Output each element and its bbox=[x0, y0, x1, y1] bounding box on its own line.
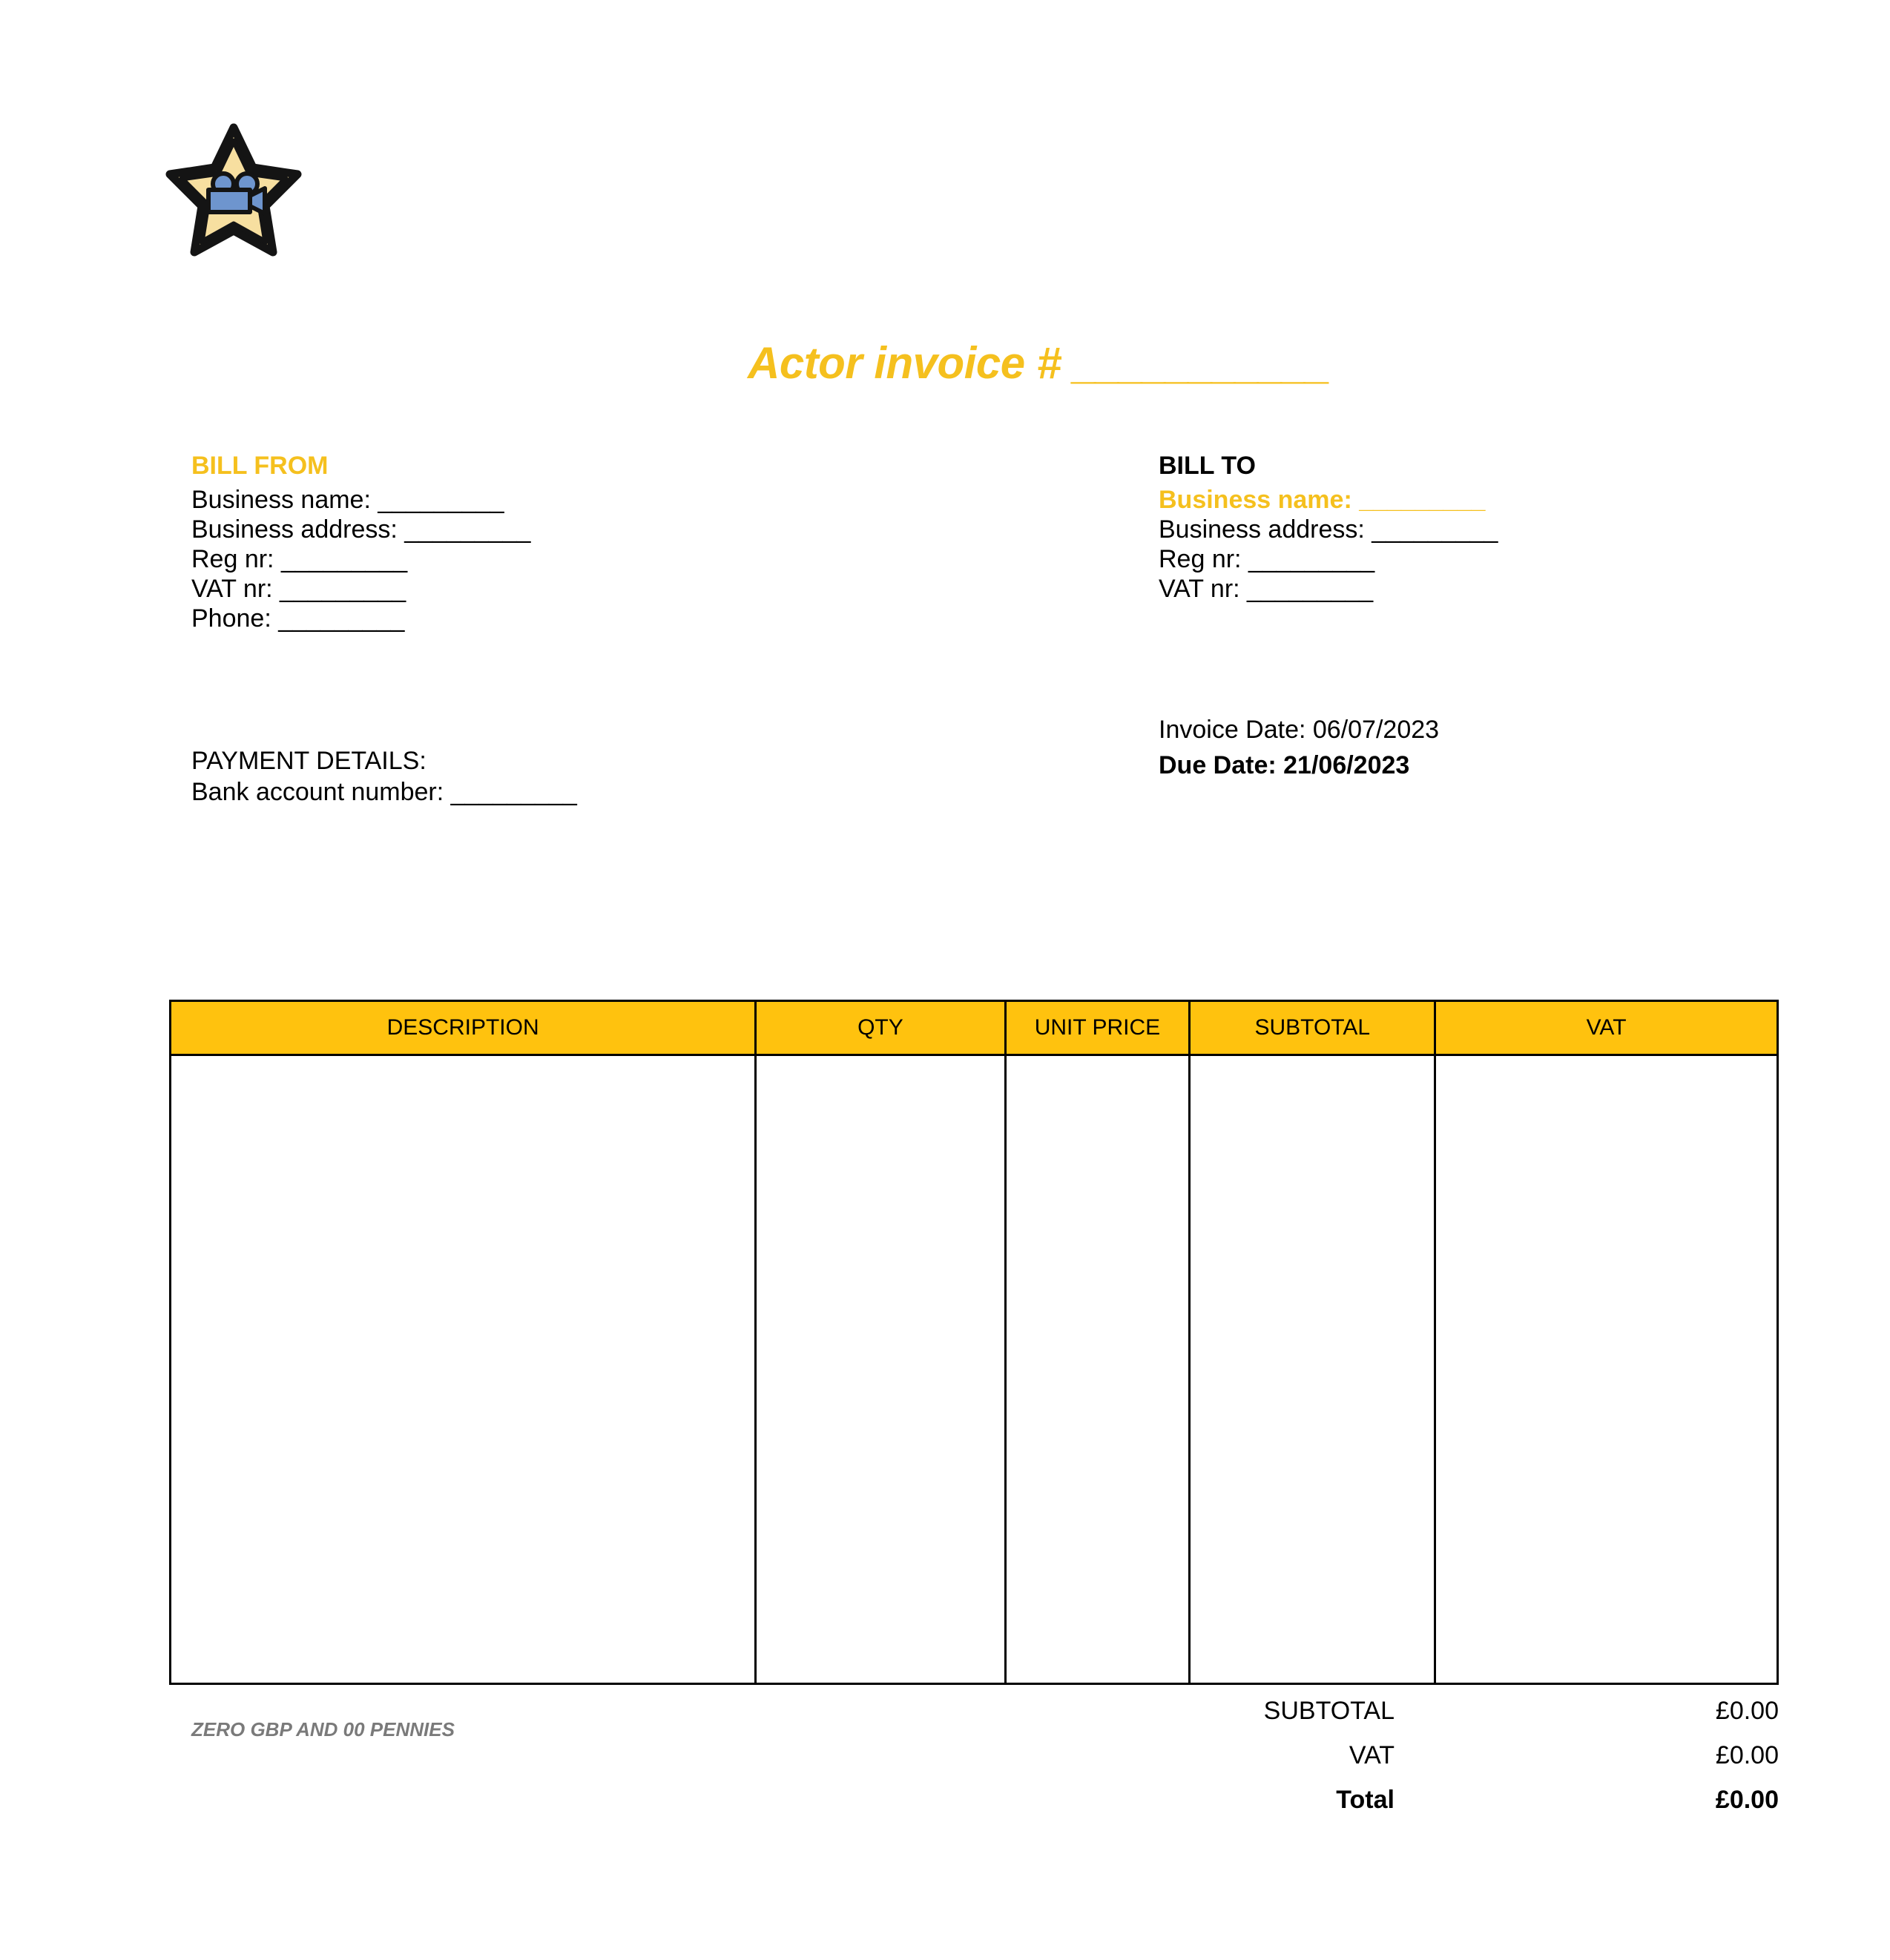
payment-details-block bbox=[191, 745, 577, 808]
bill-from-phone: Phone: _________ bbox=[191, 604, 405, 633]
totals-block bbox=[1157, 1697, 1779, 1830]
due-date: Due Date: 21/06/2023 bbox=[1159, 751, 1410, 779]
bill-to-vat-nr: VAT nr: _________ bbox=[1159, 575, 1374, 603]
bill-to-block bbox=[1159, 449, 1498, 604]
totals-row-total bbox=[1157, 1786, 1779, 1830]
column-header-description: DESCRIPTION bbox=[171, 1001, 756, 1055]
company-logo bbox=[159, 119, 308, 267]
totals-row-vat bbox=[1157, 1741, 1779, 1786]
dates-block bbox=[1159, 712, 1439, 783]
amount-in-words: ZERO GBP AND 00 PENNIES bbox=[191, 1718, 455, 1740]
bill-from-heading: BILL FROM bbox=[191, 452, 329, 480]
cell-qty[interactable] bbox=[756, 1055, 1005, 1684]
bill-from-business-address: Business address: _________ bbox=[191, 515, 531, 544]
totals-value-total: £0.00 bbox=[1715, 1786, 1779, 1814]
totals-label-subtotal: SUBTOTAL bbox=[1263, 1697, 1395, 1725]
totals-label-vat: VAT bbox=[1349, 1741, 1395, 1769]
payment-details-heading: PAYMENT DETAILS: bbox=[191, 747, 427, 775]
totals-row-subtotal bbox=[1157, 1697, 1779, 1741]
bank-account-number: Bank account number: _________ bbox=[191, 778, 577, 806]
bill-from-block bbox=[191, 449, 530, 633]
invoice-title bbox=[748, 337, 1329, 389]
invoice-items-table bbox=[169, 1000, 1779, 1685]
bill-to-business-name: Business name: _________ bbox=[1159, 486, 1486, 514]
column-header-qty: QTY bbox=[756, 1001, 1005, 1055]
cell-description[interactable] bbox=[171, 1055, 756, 1684]
bill-from-vat-nr: VAT nr: _________ bbox=[191, 575, 406, 603]
totals-value-subtotal: £0.00 bbox=[1715, 1697, 1779, 1725]
invoice-number-blank: ___________ bbox=[1073, 338, 1329, 388]
cell-unit-price[interactable] bbox=[1005, 1055, 1190, 1684]
cell-vat[interactable] bbox=[1435, 1055, 1778, 1684]
totals-value-vat: £0.00 bbox=[1715, 1741, 1779, 1769]
bill-from-reg-nr: Reg nr: _________ bbox=[191, 545, 408, 573]
invoice-title-text: Actor invoice # bbox=[748, 338, 1073, 388]
bill-from-business-name: Business name: _________ bbox=[191, 486, 504, 514]
film-camera-icon bbox=[208, 174, 265, 214]
cell-subtotal[interactable] bbox=[1190, 1055, 1435, 1684]
bill-to-heading: BILL TO bbox=[1159, 452, 1256, 480]
bill-to-reg-nr: Reg nr: _________ bbox=[1159, 545, 1375, 573]
column-header-unit-price: UNIT PRICE bbox=[1005, 1001, 1190, 1055]
invoice-date: Invoice Date: 06/07/2023 bbox=[1159, 716, 1440, 744]
column-header-subtotal: SUBTOTAL bbox=[1190, 1001, 1435, 1055]
totals-label-total: Total bbox=[1336, 1786, 1395, 1814]
bill-to-business-address: Business address: _________ bbox=[1159, 515, 1498, 544]
table-row bbox=[171, 1055, 1778, 1684]
table-header-row bbox=[171, 1001, 1778, 1055]
column-header-vat: VAT bbox=[1435, 1001, 1778, 1055]
